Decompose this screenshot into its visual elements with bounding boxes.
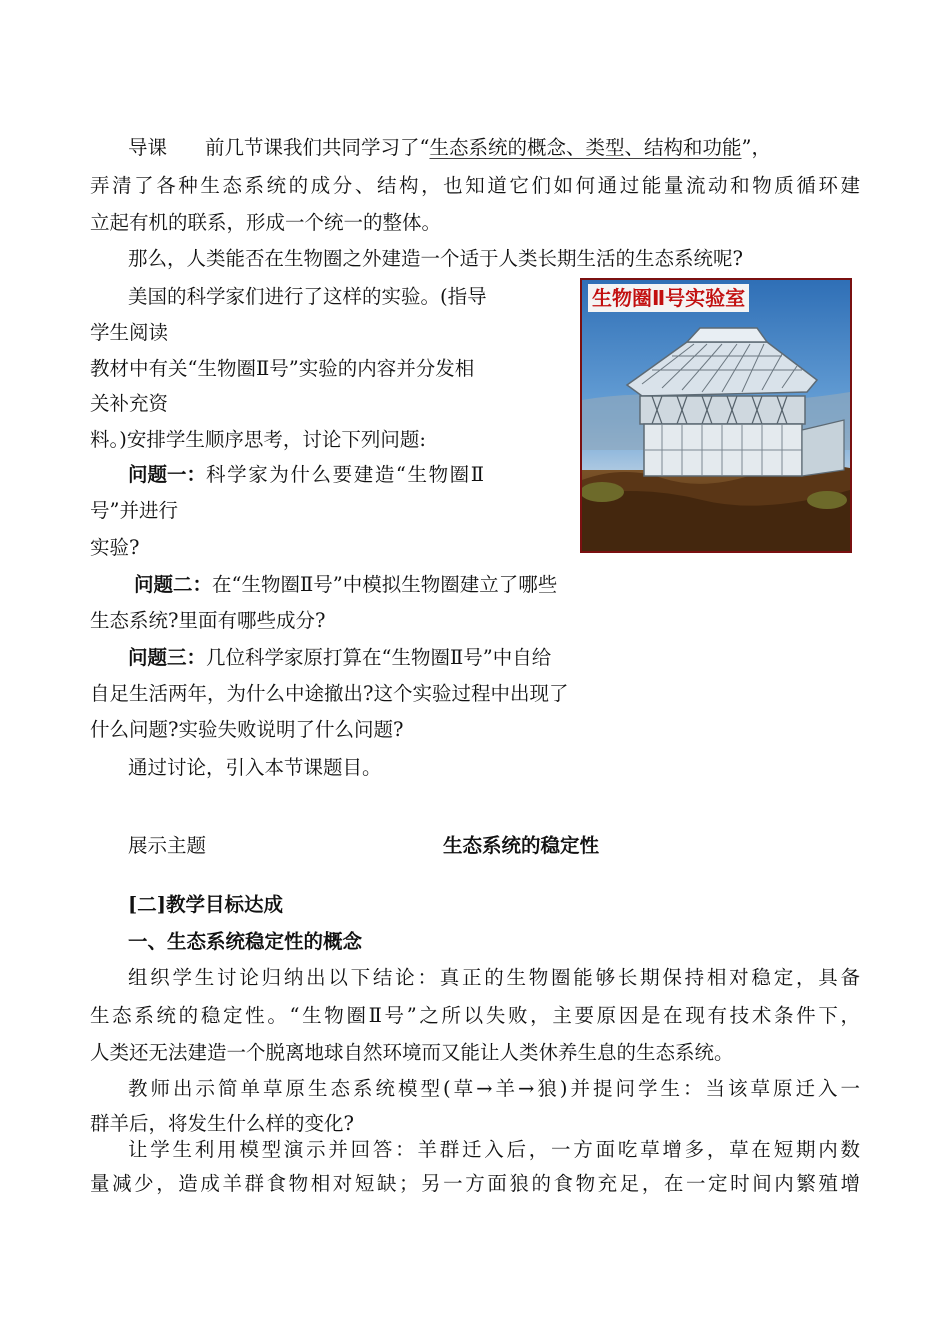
para2-line-2: 群羊后，将发生什么样的变化? — [90, 1112, 354, 1135]
question-1 — [128, 463, 486, 487]
question-3 — [128, 646, 551, 670]
discussion-line: 通过讨论，引入本节课题目。 — [128, 756, 382, 779]
question-1-text: 科学家为什么要建造“生物圈Ⅱ — [206, 463, 486, 486]
question-1-label: 问题一： — [128, 463, 207, 486]
experiment-line-4: 关补充资 — [90, 392, 169, 415]
question-3-cont-1: 自足生活两年，为什么中途撤出?这个实验过程中出现了 — [90, 682, 569, 705]
question-1-cont-2: 实验? — [90, 536, 140, 559]
question-3-label: 问题三： — [128, 646, 207, 669]
para1-line-1: 组织学生讨论归纳出以下结论：真正的生物圈能够长期保持相对稳定，具备 — [128, 966, 860, 989]
intro-line-1: 导课 前几节课我们共同学习了“生态系统的概念、类型、结构和功能”， — [128, 136, 771, 159]
theme-title: 生态系统的稳定性 — [443, 834, 600, 857]
experiment-line-3: 教材中有关“生物圈Ⅱ号”实验的内容并分发相 — [90, 357, 475, 380]
question-3-cont-2: 什么问题?实验失败说明了什么问题? — [90, 718, 404, 741]
experiment-line-1: 美国的科学家们进行了这样的实验。(指导 — [128, 285, 487, 308]
para3-line-2: 量减少，造成羊群食物相对短缺；另一方面狼的食物充足，在一定时间内繁殖增 — [90, 1172, 860, 1195]
intro-text: 前几节课我们共同学习了“ — [205, 136, 430, 159]
experiment-line-5: 料。)安排学生顺序思考，讨论下列问题: — [90, 428, 426, 451]
question-line: 那么，人类能否在生物圈之外建造一个适于人类长期生活的生态系统呢? — [128, 247, 743, 270]
para1-line-2: 生态系统的稳定性。“生物圈Ⅱ号”之所以失败，主要原因是在现有技术条件下， — [90, 1004, 860, 1027]
question-2-label: 问题二： — [134, 573, 213, 596]
question-3-text: 几位科学家原打算在“生物圈Ⅱ号”中自给 — [206, 646, 552, 669]
intro-line-3: 立起有机的联系，形成一个统一的整体。 — [90, 211, 442, 234]
intro-topic-underlined: 生态系统的概念、类型、结构和功能 — [429, 136, 742, 159]
figure-title: 生物圈Ⅱ号实验室 — [588, 284, 749, 312]
section-heading: [二]教学目标达成 — [128, 893, 283, 916]
greenhouse-illustration — [582, 280, 850, 551]
biosphere-2-photo — [580, 278, 852, 553]
experiment-line-2: 学生阅读 — [90, 321, 169, 344]
para1-line-3: 人类还无法建造一个脱离地球自然环境而又能让人类休养生息的生态系统。 — [90, 1041, 734, 1064]
para3-line-1: 让学生利用模型演示并回答：羊群迁入后，一方面吃草增多，草在短期内数 — [128, 1138, 860, 1161]
para2-line-1: 教师出示简单草原生态系统模型(草→羊→狼)并提问学生：当该草原迁入一 — [128, 1077, 860, 1100]
intro-line-2: 弄清了各种生态系统的成分、结构，也知道它们如何通过能量流动和物质循环建 — [90, 174, 860, 197]
question-2 — [134, 573, 557, 597]
intro-label: 导课 — [128, 136, 168, 159]
question-2-text: 在“生物圈Ⅱ号”中模拟生物圈建立了哪些 — [212, 573, 558, 596]
section-subheading: 一、生态系统稳定性的概念 — [128, 930, 363, 953]
question-1-cont-1: 号”并进行 — [90, 499, 178, 522]
question-2-cont: 生态系统?里面有哪些成分? — [90, 609, 326, 632]
theme-label: 展示主题 — [128, 834, 207, 857]
